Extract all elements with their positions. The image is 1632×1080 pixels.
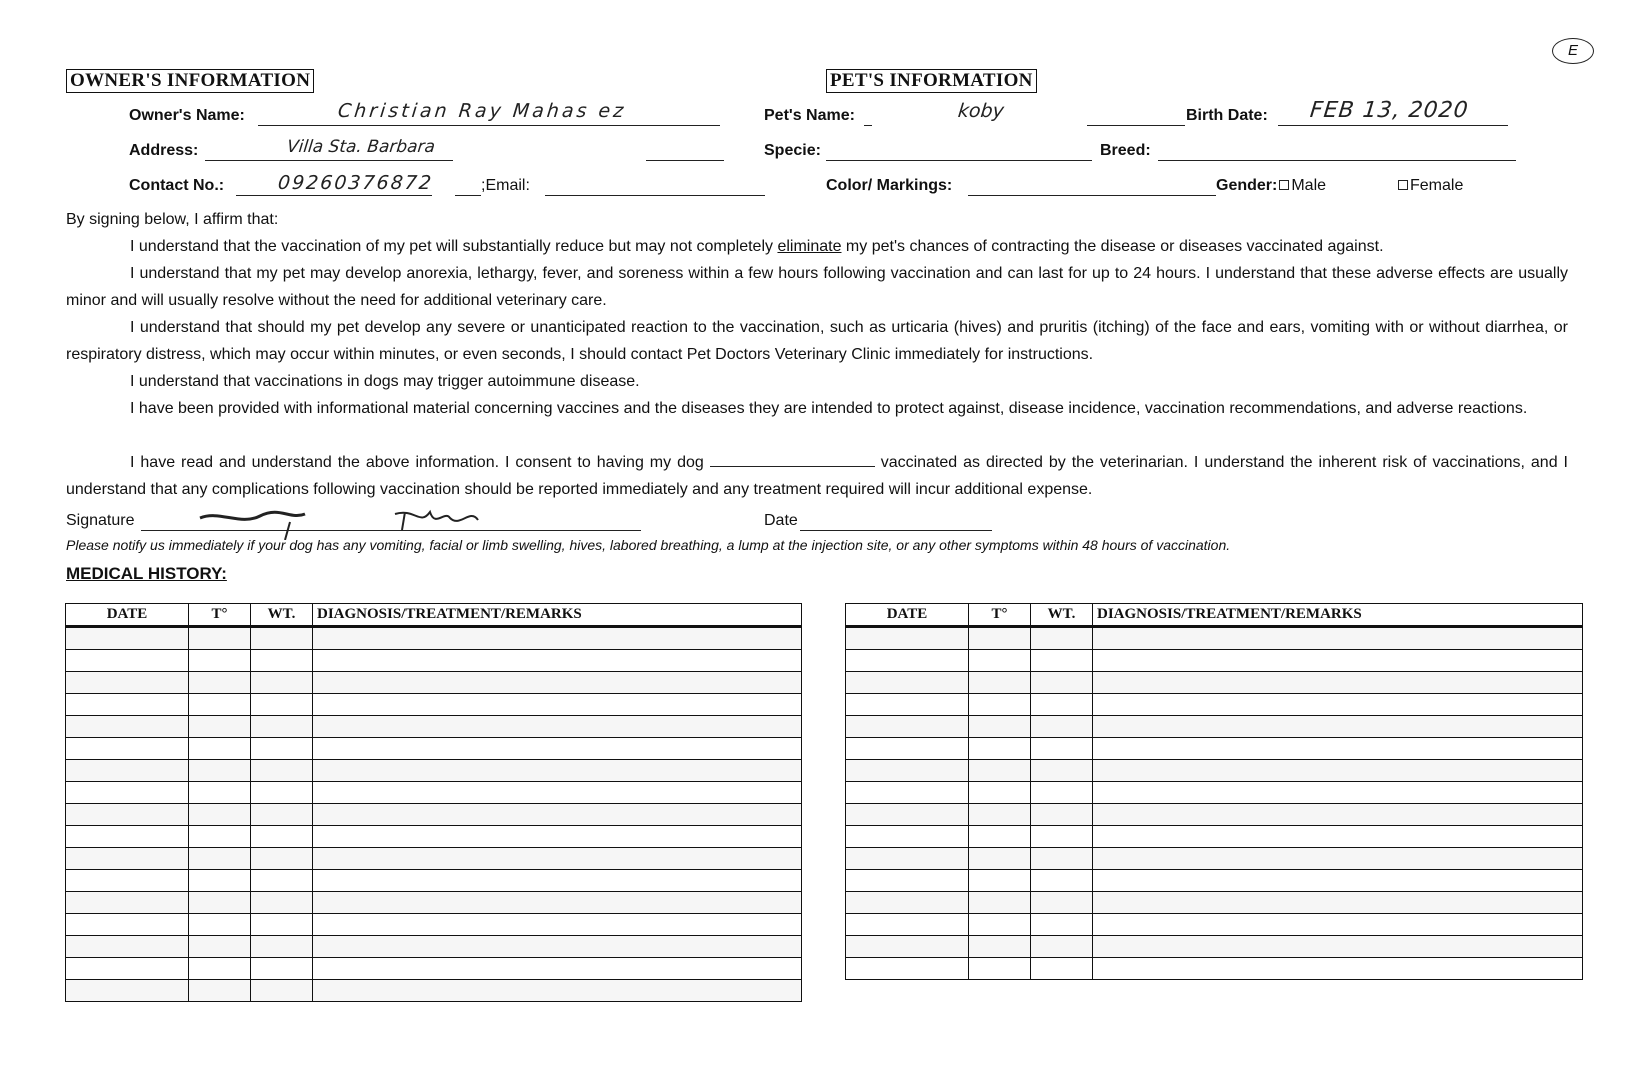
medical-history-table-left: [65, 603, 802, 1002]
table-row: [846, 804, 1583, 826]
table-row: [846, 914, 1583, 936]
table-row: [846, 650, 1583, 672]
table-row: [846, 848, 1583, 870]
col-weight: WT.: [1031, 604, 1093, 627]
consent-p6-end: vaccinated as directed by the veterinarian. I understand the inherent risk of vaccinations, and I understand that any complications following vaccination should be reported immediately and any treatment required will incur additional expense.: [66, 454, 1568, 498]
notice-text: Please notify us immediately if your dog has any vomiting, facial or limb swelling, hives, labored breathing, a lump at the injection site, or any other symptoms within 48 hours of vaccination.: [66, 537, 1231, 553]
pet-name-line-tail: [1087, 125, 1185, 126]
table-row: [66, 672, 802, 694]
signature-label: Signature: [66, 512, 135, 529]
table-row: [66, 892, 802, 914]
signature-strike: [200, 512, 305, 519]
table-row: [846, 958, 1583, 980]
medical-history-header: MEDICAL HISTORY:: [66, 564, 227, 583]
consent-p1-underlined: eliminate: [777, 238, 842, 255]
female-checkbox[interactable]: [1398, 180, 1408, 190]
date-line[interactable]: [800, 530, 992, 531]
owner-name-value[interactable]: Christian Ray Mahas ez: [336, 100, 628, 122]
table-row: [846, 738, 1583, 760]
page-mark: [1552, 38, 1594, 64]
female-option: [1396, 177, 1463, 195]
consent-paragraph-5: I have been provided with informational material concerning vaccines and the diseases they are intended to protect against, disease incidence, vaccination recommendations, and adverse reactions.: [130, 400, 1528, 417]
table-row: [66, 826, 802, 848]
address-line-end: [646, 160, 724, 161]
gender-label: Gender:: [1216, 177, 1278, 194]
col-diagnosis: DIAGNOSIS/TREATMENT/REMARKS: [1093, 604, 1583, 627]
medical-history-table-right: [845, 603, 1583, 980]
consent-paragraph-6: [66, 449, 1568, 503]
address-value[interactable]: Villa Sta. Barbara: [285, 137, 437, 157]
consent-paragraph-4: I understand that vaccinations in dogs may trigger autoimmune disease.: [130, 373, 640, 390]
table-row: [66, 870, 802, 892]
table-row: [66, 804, 802, 826]
table-row: [66, 627, 802, 650]
gender-field: [1216, 177, 1326, 195]
consent-intro: By signing below, I affirm that:: [66, 211, 279, 228]
table-row: [66, 760, 802, 782]
address-label: Address:: [129, 142, 199, 159]
color-markings-label: Color/ Markings:: [826, 177, 953, 194]
contact-label: Contact No.:: [129, 177, 225, 194]
col-temp: T°: [189, 604, 251, 627]
pet-section-header: PET'S INFORMATION: [826, 69, 1037, 93]
male-label: Male: [1291, 177, 1327, 194]
contact-line[interactable]: [236, 195, 432, 196]
contact-value[interactable]: 09260376872: [276, 172, 435, 194]
owner-section-header: OWNER'S INFORMATION: [66, 69, 314, 93]
consent-p6-start: I have read and understand the above information. I consent to having my dog: [130, 454, 710, 471]
table-header-row: [846, 604, 1583, 627]
pet-name-label: Pet's Name:: [764, 107, 855, 124]
signature-scribble: [180, 500, 490, 540]
consent-paragraph-1: [66, 233, 1568, 260]
table-row: [66, 980, 802, 1002]
owner-name-label: Owner's Name:: [129, 107, 245, 124]
table-row: [846, 627, 1583, 650]
table-row: [66, 650, 802, 672]
col-diagnosis: DIAGNOSIS/TREATMENT/REMARKS: [313, 604, 802, 627]
specie-line[interactable]: [826, 160, 1092, 161]
table-row: [846, 782, 1583, 804]
table-header-row: [66, 604, 802, 627]
col-date: DATE: [846, 604, 969, 627]
email-line[interactable]: [545, 195, 765, 196]
col-temp: T°: [969, 604, 1031, 627]
pet-name-line[interactable]: [864, 125, 872, 126]
birth-date-line[interactable]: [1278, 125, 1508, 126]
table-row: [846, 936, 1583, 958]
table-row: [846, 826, 1583, 848]
consent-p1-end: my pet's chances of contracting the disease or diseases vaccinated against.: [841, 238, 1384, 255]
table-row: [66, 936, 802, 958]
col-weight: WT.: [251, 604, 313, 627]
table-row: [66, 958, 802, 980]
consent-p1-start: I understand that the vaccination of my pet will substantially reduce but may not completely: [130, 238, 778, 255]
table-row: [66, 716, 802, 738]
email-label: ;Email:: [481, 177, 530, 194]
table-row: [846, 870, 1583, 892]
pet-name-value[interactable]: koby: [956, 100, 1006, 122]
table-row: [846, 672, 1583, 694]
page-mark-letter: E: [1567, 42, 1578, 59]
table-row: [66, 914, 802, 936]
owner-name-line[interactable]: [258, 125, 720, 126]
table-row: [66, 848, 802, 870]
male-checkbox[interactable]: [1279, 180, 1289, 190]
dog-name-blank[interactable]: [710, 452, 875, 467]
table-row: [66, 738, 802, 760]
table-row: [66, 782, 802, 804]
consent-paragraph-3: I understand that should my pet develop any severe or unanticipated reaction to the vaccination, such as urticaria (hives) and pruritis (itching) of the face and ears, vomiting with or without diarrhea, or respiratory distress, which may occur within minutes, or even seconds, I should contact Pet Doctors Veterinary Clinic immediately for instructions.: [66, 319, 1568, 363]
date-label: Date: [764, 512, 798, 529]
table-row: [66, 694, 802, 716]
birth-date-label: Birth Date:: [1186, 107, 1268, 124]
breed-line[interactable]: [1158, 160, 1516, 161]
signature-mark: [395, 512, 478, 530]
address-line[interactable]: [205, 160, 453, 161]
breed-label: Breed:: [1100, 142, 1151, 159]
specie-label: Specie:: [764, 142, 821, 159]
table-row: [846, 760, 1583, 782]
consent-paragraph-2: I understand that my pet may develop anorexia, lethargy, fever, and soreness within a few hours following vaccination and can last for up to 24 hours. I understand that these adverse effects are usually minor and will usually resolve without the need for additional veterinary care.: [66, 265, 1568, 309]
contact-line-tail: [455, 195, 481, 196]
color-markings-line[interactable]: [968, 195, 1216, 196]
table-row: [846, 694, 1583, 716]
birth-date-value[interactable]: FEB 13, 2020: [1308, 98, 1470, 123]
female-label: Female: [1410, 177, 1464, 194]
col-date: DATE: [66, 604, 189, 627]
table-row: [846, 716, 1583, 738]
table-row: [846, 892, 1583, 914]
